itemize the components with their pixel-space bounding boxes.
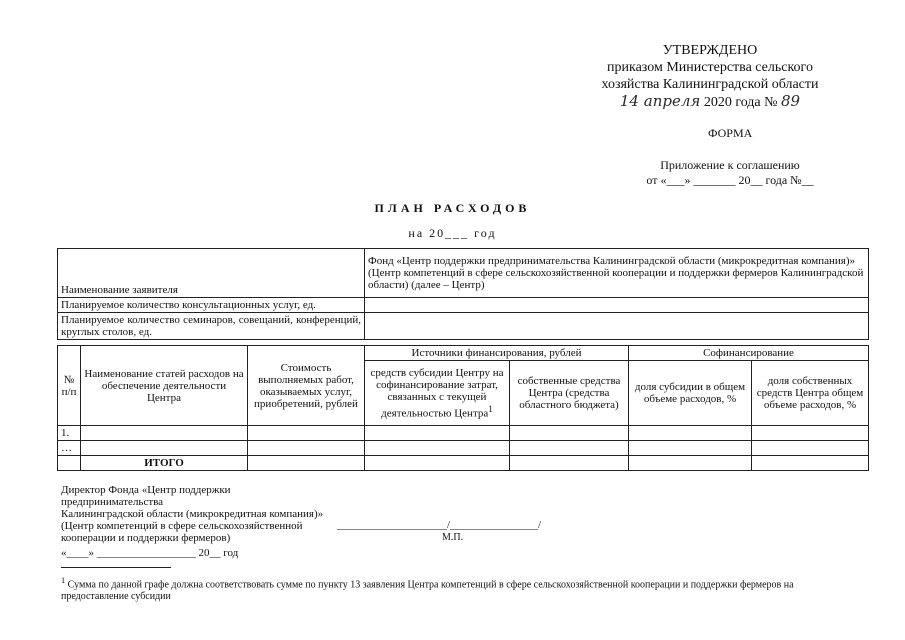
plan-year: на 20___ год xyxy=(408,226,497,240)
cell[interactable] xyxy=(365,426,510,441)
seminars-value[interactable] xyxy=(365,313,869,340)
expense-table xyxy=(57,345,869,471)
col-share-subsidy-header: доля субсидии в общем объеме расходов, % xyxy=(629,361,752,426)
col-share-own-header: доля собственных средств Центра общем объеме расходов, % xyxy=(752,361,869,426)
row-number: … xyxy=(58,441,81,456)
appendix-agreement-line: от «___» _______ 20__ года №__ xyxy=(646,173,814,187)
cell[interactable] xyxy=(629,456,752,471)
handwritten-date: 14 апреля xyxy=(619,92,701,110)
cell[interactable] xyxy=(248,456,365,471)
cell[interactable] xyxy=(510,441,629,456)
footnote-divider xyxy=(61,567,171,568)
col-own-funds-header: собственные средства Центра (средства областного бюджета) xyxy=(510,361,629,426)
table-row xyxy=(58,441,869,456)
footnote-text: Сумма по данной графе должна соответствовать сумме по пункту 13 заявления Центра компетенций в сфере сельскохозяйственной кооперации и поддержки фермеров на предоставление субсидии xyxy=(61,579,794,603)
consult-value[interactable] xyxy=(365,298,869,313)
cell[interactable] xyxy=(248,441,365,456)
cell[interactable] xyxy=(81,426,248,441)
table-row xyxy=(58,426,869,441)
footnote-mark: 1 xyxy=(488,403,493,414)
row-number: 1. xyxy=(58,426,81,441)
applicant-info-table xyxy=(57,248,869,340)
consult-label: Планируемое количество консультационных услуг, ед. xyxy=(58,298,365,313)
cell[interactable] xyxy=(629,426,752,441)
handwritten-number: 89 xyxy=(781,92,801,110)
cell[interactable] xyxy=(752,426,869,441)
table-row xyxy=(58,313,869,340)
col-number-header: № п/п xyxy=(58,346,81,426)
footnote-number: 1 xyxy=(61,576,66,585)
seminars-label: Планируемое количество семинаров, совещаний, конференций, круглых столов, ед. xyxy=(58,313,365,340)
plan-title: ПЛАН РАСХОДОВ xyxy=(374,201,531,215)
signer-line: Директор Фонда «Центр поддержки предпринимательства xyxy=(61,484,231,508)
cell[interactable] xyxy=(752,456,869,471)
appendix-title: Приложение к соглашению xyxy=(660,158,800,172)
cofinancing-group-header: Софинансирование xyxy=(629,346,869,361)
date-line[interactable]: «____» __________________ 20__ год xyxy=(61,547,239,559)
cell[interactable] xyxy=(629,441,752,456)
col-subsidy-text: средств субсидии Центру на софинансирование затрат, связанных с текущей деятельностью Центра xyxy=(370,366,504,420)
cell[interactable] xyxy=(248,426,365,441)
signer-line: (Центр компетенций в сфере сельскохозяйственной xyxy=(61,520,303,532)
approval-year: 2020 года № xyxy=(703,95,778,110)
approval-ministry-line: хозяйства Калининградской области xyxy=(601,77,819,92)
approval-order-line: приказом Министерства сельского xyxy=(607,60,813,75)
cell[interactable] xyxy=(510,426,629,441)
cell[interactable] xyxy=(752,441,869,456)
signature-line[interactable]: ____________________/________________/ xyxy=(337,519,542,531)
table-row xyxy=(58,298,869,313)
applicant-label: Наименование заявителя xyxy=(58,249,365,298)
col-cost-header: Стоимость выполняемых работ, оказываемых услуг, приобретений, рублей xyxy=(248,346,365,426)
approval-date-line xyxy=(560,93,860,111)
signer-line: Калининградской области (микрокредитная компания)» xyxy=(61,508,324,520)
cell[interactable] xyxy=(510,456,629,471)
table-row xyxy=(58,249,869,298)
appendix-block xyxy=(640,158,820,188)
footnote xyxy=(61,575,861,603)
col-name-header: Наименование статей расходов на обеспечение деятельности Центра xyxy=(81,346,248,426)
form-label: ФОРМА xyxy=(708,126,753,140)
cell[interactable] xyxy=(81,441,248,456)
cell xyxy=(58,456,81,471)
total-row xyxy=(58,456,869,471)
approval-block xyxy=(560,42,860,111)
signer-block xyxy=(61,484,331,544)
sources-group-header: Источники финансирования, рублей xyxy=(365,346,629,361)
cell[interactable] xyxy=(365,441,510,456)
total-label: ИТОГО xyxy=(81,456,248,471)
cell[interactable] xyxy=(365,456,510,471)
stamp-label: М.П. xyxy=(442,532,464,543)
table-header-row xyxy=(58,346,869,361)
col-subsidy-header xyxy=(365,361,510,426)
approval-heading: УТВЕРЖДЕНО xyxy=(662,43,758,58)
signer-line: кооперации и поддержки фермеров) xyxy=(61,532,231,544)
applicant-value: Фонд «Центр поддержки предпринимательства Калининградской области (микрокредитная компания)» (Центр компетенций в сфере сельскохозяйственной кооперации и поддержки фермеров Калининградской области) (далее – Центр) xyxy=(365,249,869,298)
